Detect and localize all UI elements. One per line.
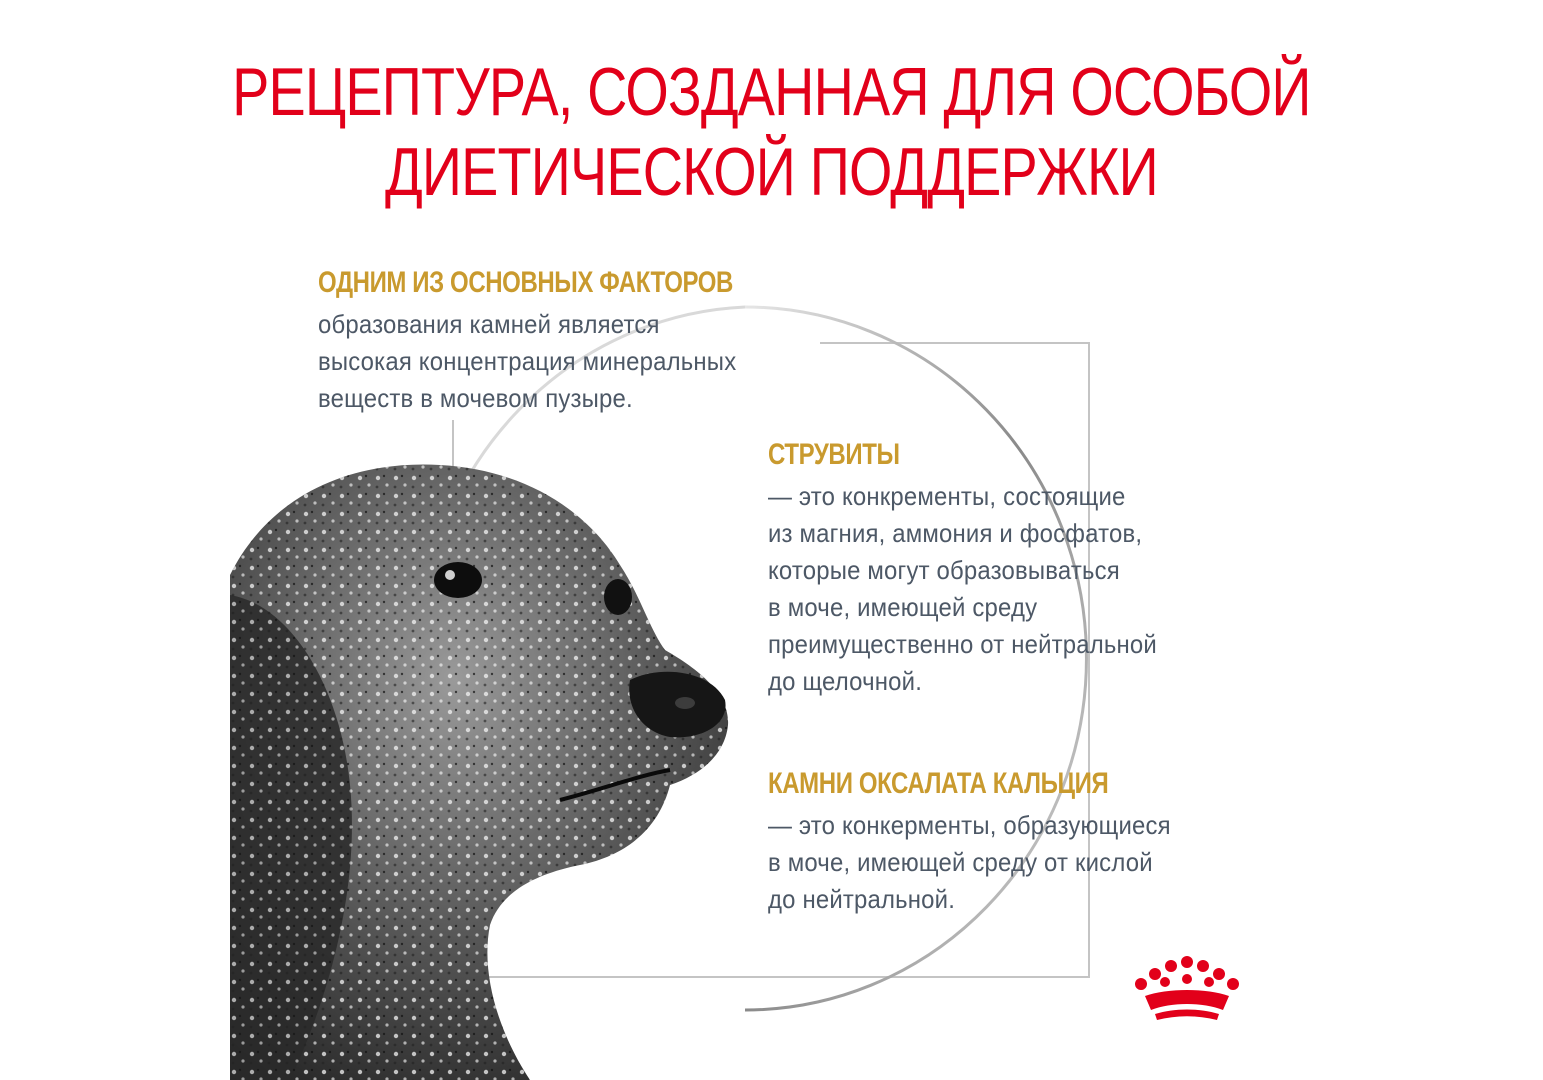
struvite-line: которые могут образовываться <box>768 555 1120 585</box>
factors-text <box>318 306 795 417</box>
factors-line: образования камней является <box>318 309 660 339</box>
dog-portrait-illustration <box>230 455 750 1080</box>
struvite-line: из магния, аммония и фосфатов, <box>768 518 1143 548</box>
oxalate-text <box>768 807 1171 918</box>
dog-eye <box>434 562 482 598</box>
page-title-line-1: РЕЦЕПТУРА, СОЗДАННАЯ ДЛЯ ОСОБОЙ <box>232 54 1311 130</box>
factors-line: веществ в мочевом пузыре. <box>318 383 633 413</box>
struvite-heading: СТРУВИТЫ <box>768 438 900 471</box>
struvite-block <box>768 438 1191 700</box>
oxalate-line: до нейтральной. <box>768 884 956 914</box>
struvite-line: до щелочной. <box>768 666 923 696</box>
crown-logo-icon <box>1127 952 1247 1022</box>
calcium-oxalate-block <box>768 767 1206 918</box>
struvite-line: преимущественно от нейтральной <box>768 629 1157 659</box>
oxalate-line: — это конкерменты, образующиеся <box>768 810 1171 840</box>
factors-line: высокая концентрация минеральных <box>318 346 737 376</box>
oxalate-line: в моче, имеющей среду от кислой <box>768 847 1153 877</box>
page-title-line-2: ДИЕТИЧЕСКОЙ ПОДДЕРЖКИ <box>384 134 1158 210</box>
factors-heading: ОДНИМ ИЗ ОСНОВНЫХ ФАКТОРОВ <box>318 266 733 299</box>
struvite-line: — это конкременты, состоящие <box>768 481 1126 511</box>
stone-factors-block <box>318 266 837 417</box>
oxalate-heading: КАМНИ ОКСАЛАТА КАЛЬЦИЯ <box>768 767 1109 800</box>
struvite-text <box>768 478 1157 700</box>
struvite-line: в моче, имеющей среду <box>768 592 1038 622</box>
